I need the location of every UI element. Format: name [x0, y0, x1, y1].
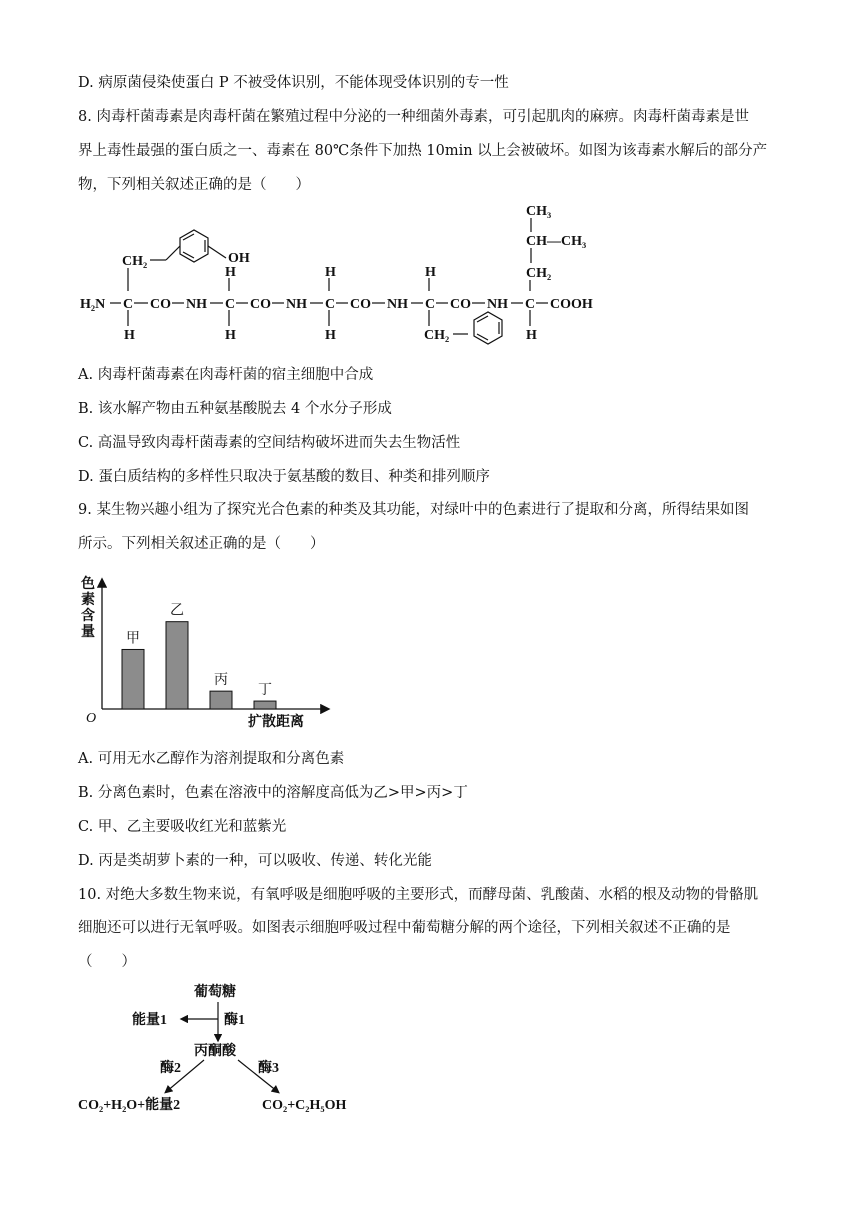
bar-3 — [210, 691, 232, 709]
q9-option-d: D. 丙是类胡萝卜素的一种，可以吸收、传递、转化光能 — [78, 853, 432, 869]
respiration-diagram — [78, 978, 378, 1118]
carbon-3: C — [325, 297, 336, 312]
carbonyl-4: CO — [450, 297, 471, 312]
carbonyl-2: CO — [250, 297, 271, 312]
carboxyl-group: COOH — [550, 297, 593, 312]
pigment-bar-chart — [80, 572, 340, 732]
amino-group: H₂N — [80, 297, 106, 312]
pyruvate-label: 丙酮酸 — [194, 1044, 236, 1059]
h-above-4: H — [425, 265, 436, 280]
enzyme-1-label: 酶1 — [224, 1013, 245, 1028]
q9-option-a: A. 可用无水乙醇作为溶剂提取和分离色素 — [78, 751, 345, 767]
q10-stem-line-1: 10. 对绝大多数生物来说，有氧呼吸是细胞呼吸的主要形式，而酵母菌、乳酸菌、水稻的根及动物的骨骼肌 — [78, 887, 759, 903]
aerobic-products-label: CO₂+H₂O+能量2 — [78, 1098, 181, 1113]
h-below-1: H — [124, 328, 135, 343]
q10-stem-line-3: （ ） — [78, 954, 136, 970]
amide-nh-4: NH — [487, 297, 508, 312]
q8-stem-line-1: 8. 肉毒杆菌毒素是肉毒杆菌在繁殖过程中分泌的一种细菌外毒素，可引起肌肉的麻痹。肉毒杆菌毒素是世 — [78, 109, 749, 125]
peptide-structure — [70, 198, 610, 348]
carbon-4: C — [425, 297, 436, 312]
x-axis-label: 扩散距离 — [248, 714, 304, 730]
bar-2 — [166, 622, 188, 709]
bar-label-2: 乙 — [170, 602, 184, 619]
y-axis-label-char: 素 — [81, 592, 95, 608]
anaerobic-products-label: CO₂+C₂H₅OH — [262, 1098, 347, 1113]
q8-stem-line-2: 界上毒性最强的蛋白质之一、毒素在 80℃条件下加热 10min 以上会被破坏。如图为该毒素水解后的部分产 — [78, 143, 768, 159]
q8-stem-line-3: 物，下列相关叙述正确的是（ ） — [78, 177, 310, 193]
carbonyl-3: CO — [350, 297, 371, 312]
q9-stem-line-2: 所示。下列相关叙述正确的是（ ） — [78, 536, 325, 552]
bar-label-3: 丙 — [214, 672, 228, 689]
tyr-ch2: CH₂ — [122, 254, 148, 269]
q8-option-d: D. 蛋白质结构的多样性只取决于氨基酸的数目、种类和排列顺序 — [78, 469, 490, 485]
amide-nh-1: NH — [186, 297, 207, 312]
tyr-oh: OH — [228, 251, 250, 266]
q10-stem-line-2: 细胞还可以进行无氧呼吸。如图表示细胞呼吸过程中葡萄糖分解的两个途径，下列相关叙述不正确的是 — [78, 920, 731, 936]
enzyme-2-label: 酶2 — [160, 1061, 181, 1076]
h-below-2: H — [225, 328, 236, 343]
energy-1-label: 能量1 — [132, 1013, 167, 1028]
y-axis-label-char: 量 — [81, 624, 95, 640]
h-below-5: H — [526, 328, 537, 343]
bar-4 — [254, 701, 276, 709]
y-axis-label-char: 含 — [81, 608, 95, 624]
carbon-5: C — [525, 297, 536, 312]
q9-stem-line-1: 9. 某生物兴趣小组为了探究光合色素的种类及其功能，对绿叶中的色素进行了提取和分离，所得结果如图 — [78, 502, 749, 518]
y-axis-label-char: 色 — [81, 576, 95, 592]
amide-nh-2: NH — [286, 297, 307, 312]
q8-option-b: B. 该水解产物由五种氨基酸脱去 4 个水分子形成 — [78, 401, 392, 417]
amide-nh-3: NH — [387, 297, 408, 312]
q9-option-b: B. 分离色素时，色素在溶液中的溶解度高低为乙>甲>丙>丁 — [78, 785, 468, 801]
q8-option-c: C. 高温导致肉毒杆菌毒素的空间结构破坏进而失去生物活性 — [78, 435, 461, 451]
h-above-2: H — [225, 265, 236, 280]
leu-ch-ch3: CH—CH₃ — [526, 234, 587, 249]
q9-option-c: C. 甲、乙主要吸收红光和蓝紫光 — [78, 819, 287, 835]
y-axis-label — [80, 575, 95, 640]
glucose-label: 葡萄糖 — [194, 985, 236, 1000]
phe-ch2: CH₂ — [424, 328, 450, 343]
q7-option-d: D. 病原菌侵染使蛋白 P 不被受体识别，不能体现受体识别的专一性 — [78, 75, 509, 91]
q8-option-a: A. 肉毒杆菌毒素在肉毒杆菌的宿主细胞中合成 — [78, 367, 374, 383]
leu-ch3: CH₃ — [526, 204, 552, 219]
enzyme-3-label: 酶3 — [258, 1061, 279, 1076]
bar-label-4: 丁 — [258, 682, 272, 699]
bar-1 — [122, 649, 144, 709]
carbonyl-1: CO — [150, 297, 171, 312]
leu-ch2: CH₂ — [526, 266, 552, 281]
carbon-2: C — [225, 297, 236, 312]
carbon-1: C — [123, 297, 134, 312]
origin-label: O — [86, 711, 97, 726]
h-above-3: H — [325, 265, 336, 280]
bar-label-1: 甲 — [126, 630, 140, 647]
h-below-3: H — [325, 328, 336, 343]
